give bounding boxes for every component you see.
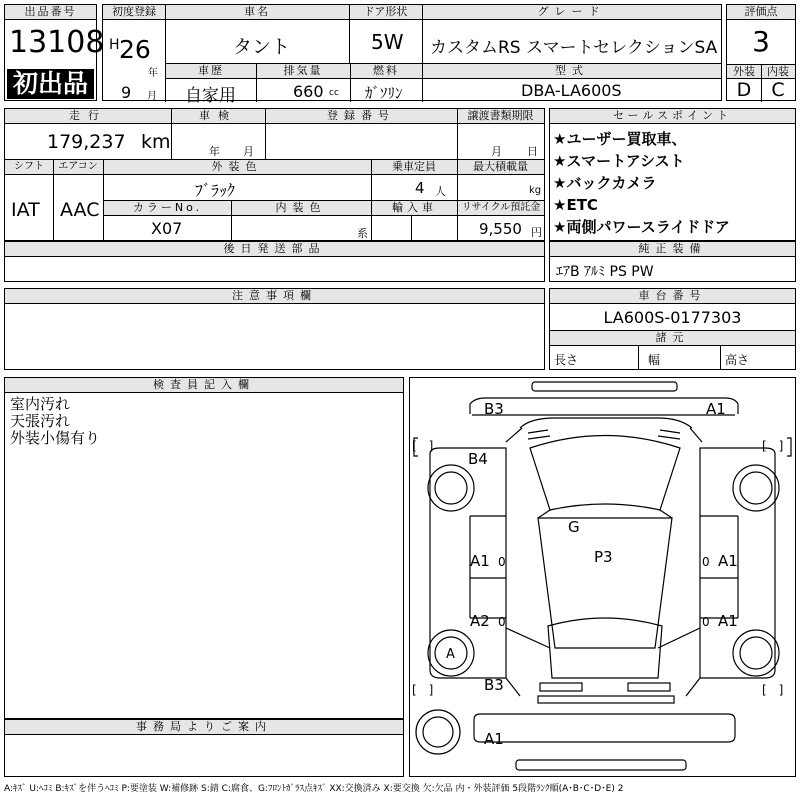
interior-color-unit: 系 xyxy=(357,227,368,240)
sales-point-item: ★両側パワースライドドア xyxy=(553,218,730,236)
height-label: 高さ xyxy=(725,353,750,367)
max-load-unit: kg xyxy=(529,185,542,196)
main-header-table xyxy=(102,4,722,106)
score-cell xyxy=(726,4,796,101)
inspector-note-line: 室内汚れ xyxy=(10,395,71,413)
bracket-right-top: [ ] xyxy=(762,439,784,453)
lot-number-label: 出品番号 xyxy=(5,5,96,20)
mark-a1-top: A1 xyxy=(706,400,726,418)
displacement: 660 xyxy=(293,82,324,101)
mark-b3-top: B3 xyxy=(484,400,504,418)
door-type: 5W xyxy=(371,30,404,54)
inspector-box xyxy=(4,377,404,719)
grade-label: グレード xyxy=(422,5,721,20)
shift-value: IAT xyxy=(11,199,40,221)
exterior-color: ﾌﾞﾗｯｸ xyxy=(195,181,236,200)
genuine-equipment-box xyxy=(549,241,796,282)
mark-a1-right: A1 xyxy=(718,552,738,570)
ext-grade-label: 外装 xyxy=(727,64,761,79)
length-label: 長さ xyxy=(554,353,579,367)
score: 3 xyxy=(752,25,770,58)
notes-box xyxy=(4,288,545,370)
recycle-label: リサイクル預託金 xyxy=(458,201,544,216)
mark-a1-bottom: A1 xyxy=(484,730,504,748)
exterior-color-label: 外装色 xyxy=(103,160,371,175)
chassis-number: LA600S-0177303 xyxy=(603,308,742,327)
mark-zero-left-2: 0 xyxy=(498,615,506,629)
displacement-unit: cc xyxy=(329,88,339,98)
reg-no-label: 登録番号 xyxy=(265,109,457,124)
import-label: 輸入車 xyxy=(372,201,457,216)
genuine-label: 純正装備 xyxy=(550,242,795,257)
transfer-month-unit: 月 xyxy=(491,145,502,158)
inspection-label: 車検 xyxy=(171,109,265,124)
bracket-right-bottom: [ ] xyxy=(762,683,784,697)
sales-point-item: ★ETC xyxy=(553,196,598,214)
mileage-unit: km xyxy=(141,131,171,153)
capacity-unit: 人 xyxy=(435,185,446,198)
reg-year: 26 xyxy=(119,35,151,64)
ext-grade: D xyxy=(736,79,752,101)
office-label: 事務局よりご案内 xyxy=(5,720,403,735)
interior-color-label: 内装色 xyxy=(231,201,371,216)
later-parts-label: 後日発送部品 xyxy=(5,242,544,257)
chassis-box xyxy=(549,288,796,370)
first-listing-badge: 初出品 xyxy=(7,69,94,99)
car-diagram-box xyxy=(409,377,796,777)
mileage: 179,237 xyxy=(47,131,126,153)
later-parts-box xyxy=(4,241,545,282)
lot-number-cell xyxy=(4,4,105,101)
recycle-fee: 9,550 xyxy=(479,220,522,238)
inspection-year-unit: 年 xyxy=(209,145,220,158)
inspector-notes xyxy=(10,396,100,447)
mark-zero-right-2: 0 xyxy=(702,615,710,629)
inspector-note-line: 外装小傷有り xyxy=(10,429,101,447)
sales-point-item: ★スマートアシスト xyxy=(553,152,685,170)
int-grade-label: 内装 xyxy=(761,64,795,79)
bracket-left-top: [ ] xyxy=(412,439,434,453)
bracket-left-bottom: [ ] xyxy=(412,683,434,697)
sales-points-list xyxy=(553,128,730,238)
first-reg-label: 初度登録 xyxy=(103,5,165,20)
sales-point-item: ★ユーザー買取車、 xyxy=(553,130,687,148)
sales-points-label: セールスポイント xyxy=(550,109,795,124)
mark-a2-left: A2 xyxy=(470,612,490,630)
reg-month: 9 xyxy=(121,83,132,102)
vehicle-history: 自家用 xyxy=(185,86,236,106)
grade: カスタムRS スマートセレクションSA xyxy=(430,38,718,58)
transfer-day-unit: 日 xyxy=(527,145,538,158)
dimensions-label: 諸元 xyxy=(550,331,795,346)
mark-zero-left-1: 0 xyxy=(498,555,506,569)
mark-a1-right2: A1 xyxy=(718,612,738,630)
mark-a1-left: A1 xyxy=(470,552,490,570)
mark-zero-right-1: 0 xyxy=(702,555,710,569)
mark-p3: P3 xyxy=(594,548,613,566)
inspector-label: 検査員記入欄 xyxy=(5,378,403,393)
reg-month-unit: 月 xyxy=(147,91,157,102)
width-label: 幅 xyxy=(648,353,661,367)
fuel-label: 燃料 xyxy=(350,64,422,79)
mark-b4: B4 xyxy=(468,450,488,468)
ac-value: AAC xyxy=(60,199,100,221)
vehicle-detail-table xyxy=(4,108,545,241)
sales-points-box xyxy=(549,108,796,241)
history-label: 車歴 xyxy=(166,64,256,79)
color-no: X07 xyxy=(151,219,183,238)
displacement-label: 排気量 xyxy=(256,64,350,79)
car-diagram-outline xyxy=(410,378,795,776)
door-label: ドア形状 xyxy=(349,5,422,20)
inspector-note-line: 天張汚れ xyxy=(10,412,71,430)
car-name-label: 車名 xyxy=(165,5,349,20)
color-no-label: カラーNo. xyxy=(104,201,231,216)
fuel: ｶﾞｿﾘﾝ xyxy=(365,84,403,102)
capacity-label: 乗車定員 xyxy=(371,160,457,175)
transfer-label: 譲渡書類期限 xyxy=(457,109,544,124)
lot-number: 13108 xyxy=(9,25,105,60)
office-box xyxy=(4,719,404,777)
genuine-equipment: ｴｱB ｱﾙﾐ PS PW xyxy=(556,264,654,280)
reg-year-unit: 年 xyxy=(148,68,158,79)
model-code: DBA-LA600S xyxy=(521,81,622,100)
int-grade: C xyxy=(771,79,785,101)
car-name: タント xyxy=(233,36,291,58)
shift-label: シフト xyxy=(5,160,53,175)
mark-b3-bottom: B3 xyxy=(484,676,504,694)
footer-legend: A:ｷｽﾞ U:ﾍｺﾐ B:ｷｽﾞを伴うﾍｺﾐ P:要塗装 W:補修跡 S:錆 C:腐食、G:ﾌﾛﾝﾄｶﾞﾗｽ点ｷｽﾞ XX:交換済み X:要交換 欠:欠品 内・外装評価 5段階ﾗﾝｸ順(A･B･C･D･E) 2 xyxy=(4,784,624,794)
era-prefix: H xyxy=(109,37,120,53)
score-label: 評価点 xyxy=(727,5,795,20)
mark-a-circle: A xyxy=(446,647,455,662)
inspection-month-unit: 月 xyxy=(243,145,254,158)
recycle-unit: 円 xyxy=(531,226,542,239)
chassis-label: 車台番号 xyxy=(550,289,795,304)
mileage-label: 走行 xyxy=(5,109,171,124)
ac-label: エアコン xyxy=(53,160,103,175)
notes-label: 注意事項欄 xyxy=(5,289,544,304)
max-load-label: 最大積載量 xyxy=(457,160,544,175)
sales-point-item: ★バックカメラ xyxy=(553,174,657,192)
capacity: 4 xyxy=(415,179,425,197)
mark-g: G xyxy=(568,518,580,536)
model-label: 型式 xyxy=(423,64,721,79)
